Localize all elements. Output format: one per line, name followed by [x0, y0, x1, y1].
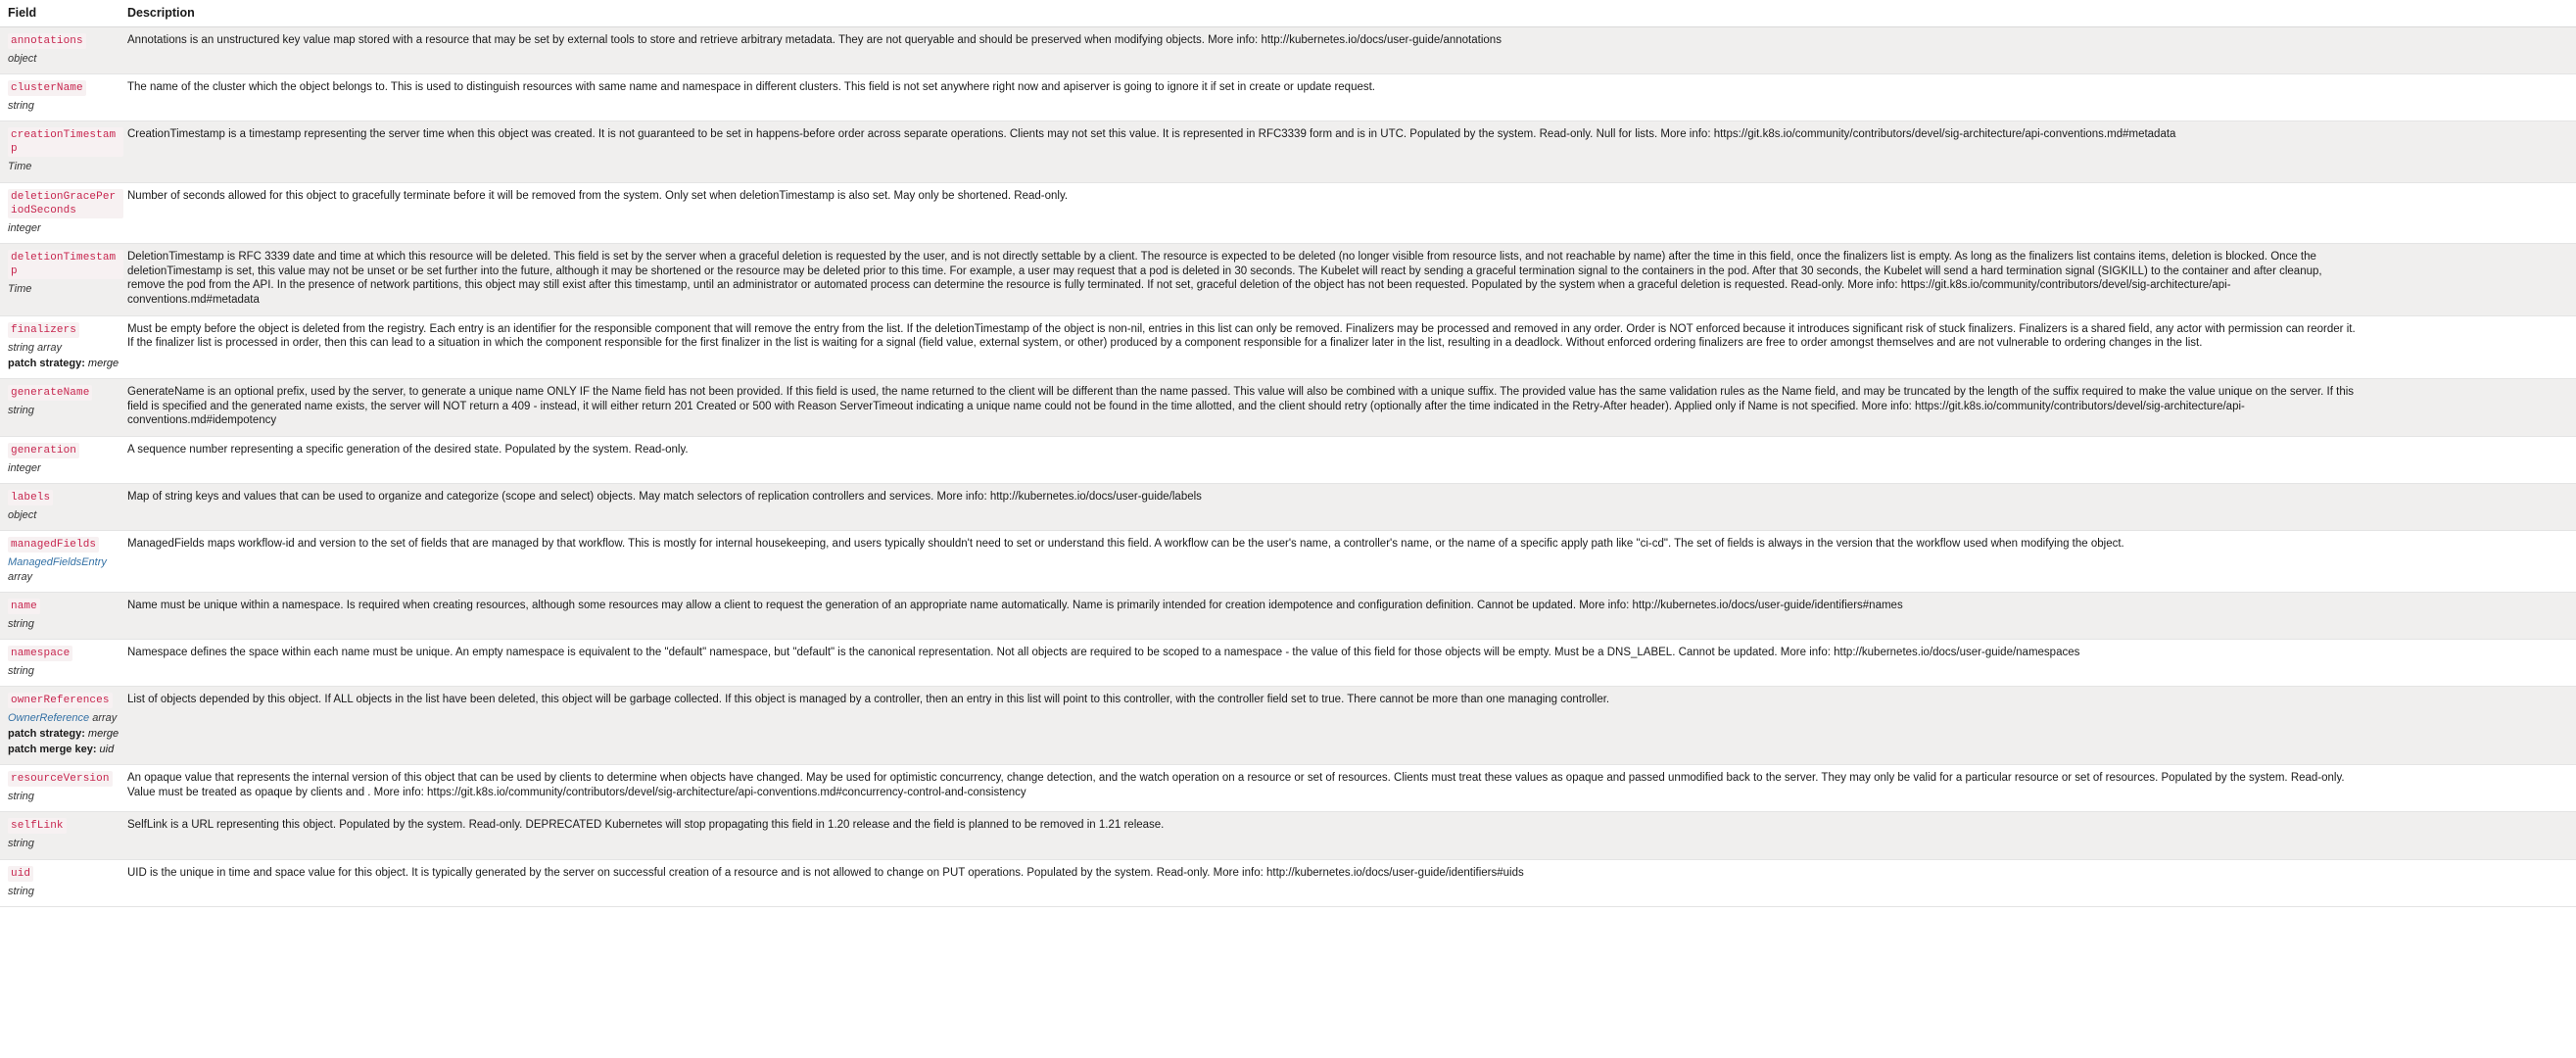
description-line: If the finalizer list is processed in order, then this can lead to a situation in which the component responsible for the first finalizer in the list is waiting for a signal (field value, external system, or other) produced by a component responsible for a finalizer later in the list, resulting in a deadlock. Without enforced ordering finalizers are free to order amongst themselves and are not vulnerable to ordering changes in the list. — [127, 337, 2203, 350]
table-row — [0, 765, 2576, 812]
description-line: CreationTimestamp is a timestamp representing the server time when this object was created. It is not guaranteed to be set in happens-before order across separate operations. Clients may not set this value. It is represented in RFC3339 form and is in UTC. Populated by the system. Read-only. Null for lists. More info: https://git.k8s.io/community/contributors/devel/sig-architecture/api-conventions.md#metadata — [127, 128, 2176, 141]
field-meta — [8, 357, 123, 370]
field-cell — [0, 121, 127, 182]
field-cell — [0, 484, 127, 531]
column-header-description: Description — [127, 0, 2576, 27]
field-name: ownerReferences — [8, 693, 113, 708]
table-row — [0, 484, 2576, 531]
description-line: The name of the cluster which the object belongs to. This is used to distinguish resources with same name and namespace in different clusters. This field is not set anywhere right now and apiserver is going to ignore it if set in create or update request. — [127, 81, 1375, 94]
field-cell — [0, 74, 127, 121]
field-meta-label: patch strategy: — [8, 357, 85, 369]
table-row — [0, 243, 2576, 315]
field-type: Time — [8, 282, 32, 295]
field-cell — [0, 859, 127, 906]
table-row — [0, 27, 2576, 74]
description-cell — [127, 378, 2576, 436]
description-cell — [127, 765, 2576, 812]
field-cell — [0, 686, 127, 764]
field-name: managedFields — [8, 537, 99, 553]
field-meta — [8, 743, 123, 756]
table-row — [0, 182, 2576, 243]
field-name: selfLink — [8, 818, 67, 834]
table-row — [0, 74, 2576, 121]
field-type: string — [8, 838, 34, 850]
description-line: field is specified and the generated name exists, the server will NOT return a 409 - instead, it will either return 201 Created or 500 with Reason ServerTimeout indicating a unique name could not be found in the time allotted, and the client should retry (optionally after the time indicated in the Retry-After header). Applied only if Name is not specified. More info: https://git.k8s.io/community/contributors/devel/sig-architecture/api- — [127, 400, 2245, 412]
field-cell — [0, 437, 127, 484]
table-row — [0, 315, 2576, 378]
field-meta-label: patch strategy: — [8, 728, 85, 741]
table-row — [0, 592, 2576, 639]
field-cell — [0, 592, 127, 639]
field-meta-value: merge — [84, 357, 119, 369]
table-row — [0, 812, 2576, 859]
field-cell — [0, 531, 127, 592]
field-type-suffix: array — [89, 711, 118, 724]
field-cell — [0, 812, 127, 859]
description-cell — [127, 531, 2576, 592]
description-line: GenerateName is an optional prefix, used by the server, to generate a unique name ONLY IF the Name field has not been provided. If this field is used, the name returned to the client will be different than the name passed. This value will also be combined with a unique suffix. The provided value has the same validation rules as the Name field, and may be truncated by the length of the suffix required to make the value unique on the server. If this — [127, 385, 2355, 398]
field-type: string — [8, 885, 34, 897]
field-meta — [8, 727, 123, 741]
description-line: conventions.md#idempotency — [127, 414, 277, 427]
field-type-link[interactable]: ManagedFieldsEntry — [8, 556, 107, 569]
description-line: Annotations is an unstructured key value map stored with a resource that may be set by external tools to store and retrieve arbitrary metadata. They are not queryable and should be preserved when modifying objects. More info: http://kubernetes.io/docs/user-guide/annotations — [127, 34, 1502, 46]
field-type-link[interactable]: OwnerReference — [8, 711, 90, 724]
description-cell — [127, 243, 2576, 315]
table-row — [0, 686, 2576, 764]
field-name: deletionGracePeriodSeconds — [8, 189, 123, 218]
description-line: Number of seconds allowed for this object to gracefully terminate before it will be removed from the system. Only set when deletionTimestamp is also set. May only be shortened. Read-only. — [127, 189, 1069, 202]
table-row — [0, 378, 2576, 436]
field-type: object — [8, 509, 37, 522]
description-line: conventions.md#metadata — [127, 293, 260, 306]
field-type: string — [8, 404, 34, 416]
table-header — [0, 0, 2576, 27]
description-cell — [127, 27, 2576, 74]
description-line: UID is the unique in time and space value for this object. It is typically generated by the server on successful creation of a resource and is not allowed to change on PUT operations. Populated by the system. Read-only. More info: http://kubernetes.io/docs/user-guide/identifiers#uids — [127, 866, 1524, 879]
field-name: resourceVersion — [8, 771, 113, 787]
field-type: string array — [8, 341, 63, 354]
field-name: labels — [8, 490, 53, 505]
table-row — [0, 437, 2576, 484]
field-name: namespace — [8, 646, 72, 661]
field-cell — [0, 182, 127, 243]
description-cell — [127, 859, 2576, 906]
description-cell — [127, 121, 2576, 182]
field-name: clusterName — [8, 80, 86, 96]
table-row — [0, 121, 2576, 182]
table-body — [0, 27, 2576, 907]
field-name: creationTimestamp — [8, 127, 123, 157]
field-meta-value: merge — [84, 728, 119, 741]
table-header-row — [0, 0, 2576, 27]
field-name: deletionTimestamp — [8, 250, 123, 279]
description-cell — [127, 639, 2576, 686]
field-meta-value: uid — [96, 744, 115, 756]
field-type — [8, 555, 123, 583]
table-row — [0, 531, 2576, 592]
field-type: integer — [8, 462, 41, 475]
field-type: string — [8, 100, 34, 113]
field-name: generateName — [8, 385, 92, 401]
description-cell — [127, 182, 2576, 243]
description-line: An opaque value that represents the internal version of this object that can be used by clients to determine when objects have changed. May be used for optimistic concurrency, change detection, and the watch operation on a resource or set of resources. Clients must treat these values as opaque and passed unmodified back to the server. They may only be valid for a particular resource or set of resources. Populated by the system. Read-only. — [127, 772, 2345, 785]
field-cell — [0, 765, 127, 812]
field-type: object — [8, 53, 37, 66]
description-cell — [127, 315, 2576, 378]
field-type: string — [8, 791, 34, 803]
description-line: DeletionTimestamp is RFC 3339 date and time at which this resource will be deleted. This field is set by the server when a graceful deletion is requested by the user, and is not directly settable by a client. The resource is expected to be deleted (no longer visible from resource lists, and not reachable by name) after the time in this field, once the finalizers list is empty. As long as the finalizers list contains items, deletion is blocked. Once the — [127, 250, 2316, 263]
description-line: ManagedFields maps workflow-id and version to the set of fields that are managed by that workflow. This is mostly for internal housekeeping, and users typically shouldn't need to set or understand this field. A workflow can be the user's name, a controller's name, or the name of a specific apply path like "ci-cd". The set of fields is always in the version that the workflow used when modifying the object. — [127, 538, 2124, 551]
field-name: finalizers — [8, 322, 79, 338]
field-cell — [0, 27, 127, 74]
description-line: remove the pod from the API. In the presence of network partitions, this object may still exist after this timestamp, until an administrator or automated process can determine the resource is fully terminated. If not set, graceful deletion of the object has not been requested. Populated by the system when a graceful deletion is requested. Read-only. More info: https://git.k8s.io/community/contributors/devel/sig-architecture/api- — [127, 279, 2231, 292]
field-type: Time — [8, 161, 32, 173]
field-type: string — [8, 617, 34, 630]
description-line: Name must be unique within a namespace. Is required when creating resources, although some resources may allow a client to request the generation of an appropriate name automatically. Name is primarily intended for creation idempotence and configuration definition. Cannot be updated. More info: http://kubernetes.io/docs/user-guide/identifiers#names — [127, 599, 1903, 611]
field-name: uid — [8, 866, 33, 882]
field-type-suffix: array — [8, 570, 33, 583]
table-row — [0, 639, 2576, 686]
field-cell — [0, 243, 127, 315]
field-cell — [0, 315, 127, 378]
field-type: integer — [8, 221, 41, 234]
field-name: name — [8, 599, 40, 614]
description-line: Namespace defines the space within each name must be unique. An empty namespace is equivalent to the "default" namespace, but "default" is the canonical representation. Not all objects are required to be scoped to a namespace - the value of this field for those objects will be empty. Must be a DNS_LABEL. Cannot be updated. More info: http://kubernetes.io/docs/user-guide/namespaces — [127, 646, 2080, 658]
description-cell — [127, 484, 2576, 531]
description-line: Must be empty before the object is deleted from the registry. Each entry is an identifier for the responsible component that will remove the entry from the list. If the deletionTimestamp of the object is non-nil, entries in this list can only be removed. Finalizers may be processed and removed in any order. Order is NOT enforced because it introduces significant risk of stuck finalizers. Finalizers is a shared field, any actor with permission can reorder it. — [127, 322, 2356, 335]
description-line: SelfLink is a URL representing this object. Populated by the system. Read-only. DEPRECATED Kubernetes will stop propagating this field in 1.20 release and the field is planned to be removed in 1.21 release. — [127, 819, 1165, 832]
description-line: A sequence number representing a specific generation of the desired state. Populated by the system. Read-only. — [127, 444, 689, 457]
description-cell — [127, 74, 2576, 121]
field-meta-label: patch merge key: — [8, 744, 97, 756]
field-name: annotations — [8, 33, 86, 49]
field-type: string — [8, 664, 34, 677]
description-line: Value must be treated as opaque by clients and . More info: https://git.k8s.io/community/contributors/devel/sig-architecture/api-conventions.md#concurrency-control-and-consistency — [127, 786, 1026, 798]
description-line: List of objects depended by this object. If ALL objects in the list have been deleted, this object will be garbage collected. If this object is managed by a controller, then an entry in this list will point to this controller, with the controller field set to true. There cannot be more than one managing controller. — [127, 693, 1610, 705]
description-cell — [127, 686, 2576, 764]
field-type — [8, 711, 123, 725]
field-name: generation — [8, 443, 79, 458]
description-cell — [127, 812, 2576, 859]
description-cell — [127, 592, 2576, 639]
description-line: Map of string keys and values that can be used to organize and categorize (scope and select) objects. May match selectors of replication controllers and services. More info: http://kubernetes.io/docs/user-guide/labels — [127, 491, 1202, 504]
description-line: deletionTimestamp is set, this value may not be unset or be set further into the future, although it may be shortened or the resource may be deleted prior to this time. For example, a user may request that a pod is deleted in 30 seconds. The Kubelet will react by sending a graceful termination signal to the containers in the pod. After that 30 seconds, the Kubelet will send a hard termination signal (SIGKILL) to the container and after cleanup, — [127, 264, 2322, 277]
description-cell — [127, 437, 2576, 484]
column-header-field: Field — [0, 0, 127, 27]
field-cell — [0, 378, 127, 436]
field-cell — [0, 639, 127, 686]
table-row — [0, 859, 2576, 906]
